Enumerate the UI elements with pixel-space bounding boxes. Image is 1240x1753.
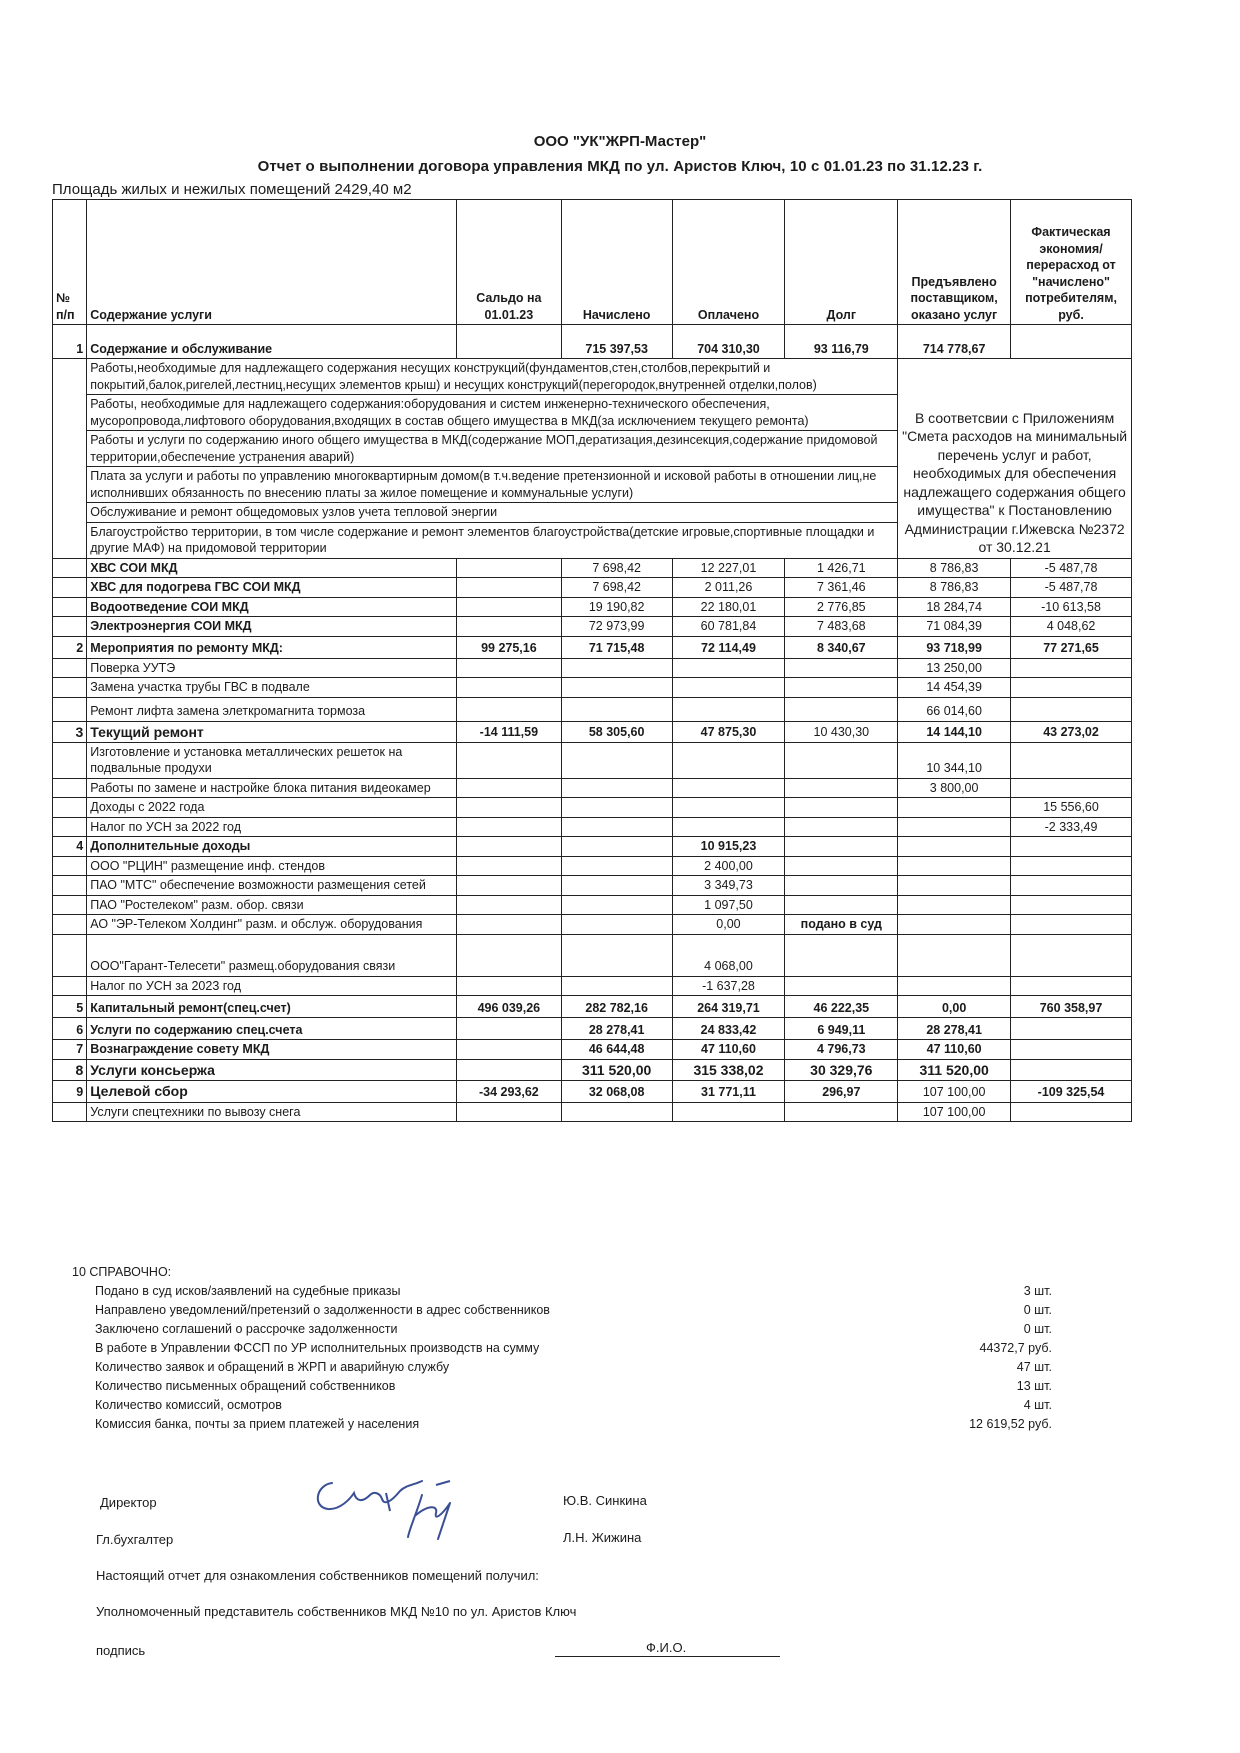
row-charged: 715 397,53 — [561, 325, 672, 359]
col-presented: Предъявлено поставщиком, оказано услуг — [898, 200, 1011, 325]
reference-value: 47 шт. — [1016, 1360, 1052, 1374]
row-presented: 714 778,67 — [898, 325, 1011, 359]
row-num: 5 — [53, 996, 87, 1018]
handwritten-signature — [310, 1465, 480, 1545]
item-name: ООО"Гарант-Телесети" размещ.оборудования связи — [87, 934, 457, 976]
item-name: Работы по замене и настройке блока питания видеокамер — [87, 778, 457, 798]
item-name: АО "ЭР-Телеком Холдинг" разм. и обслуж. оборудования — [87, 915, 457, 935]
row-charged: 282 782,16 — [561, 996, 672, 1018]
row-debt: 93 116,79 — [785, 325, 898, 359]
item-name: Налог по УСН за 2023 год — [87, 976, 457, 996]
utility-paid: 22 180,01 — [672, 597, 785, 617]
item-paid: 1 097,50 — [672, 895, 785, 915]
row-num: 3 — [53, 721, 87, 742]
row-num: 6 — [53, 1018, 87, 1040]
row-name: Содержание и обслуживание — [87, 325, 457, 359]
list-item — [95, 1417, 1052, 1436]
utility-debt: 1 426,71 — [785, 558, 898, 578]
row-charged: 28 278,41 — [561, 1018, 672, 1040]
item-name: Доходы с 2022 года — [87, 798, 457, 818]
item-presented: 107 100,00 — [898, 1102, 1011, 1122]
appendix-note: В соответсвии с Приложениям "Смета расходов на минимальный перечень услуг и работ, необходимых для обеспечения надлежащего содержания общего имущества" к Постановлению Администрации г.Ижевска №2372 от 30.12.21 — [898, 359, 1132, 559]
reference-value: 3 шт. — [1023, 1284, 1052, 1298]
utility-presented: 8 786,83 — [898, 578, 1011, 598]
item-court-status: подано в суд — [785, 915, 898, 935]
row-num: 4 — [53, 837, 87, 857]
reference-value: 12 619,52 руб. — [969, 1417, 1052, 1431]
item-presented: 10 344,10 — [898, 742, 1011, 778]
director-title: Директор — [100, 1495, 157, 1510]
utility-charged: 19 190,82 — [561, 597, 672, 617]
table-row — [53, 636, 1132, 658]
table-row — [53, 1102, 1132, 1122]
table-row — [53, 597, 1132, 617]
row-charged: 71 715,48 — [561, 636, 672, 658]
table-row — [53, 617, 1132, 637]
work-item: Работы, необходимые для надлежащего содержания:оборудования и систем инженерно-технического обеспечения, мусоропровода,лифтового оборудования,входящих в состав общего имущества в МКД(за исключением текущего ремонта) — [87, 395, 898, 431]
row-debt: 8 340,67 — [785, 636, 898, 658]
row-paid: 31 771,11 — [672, 1081, 785, 1102]
item-paid: 3 349,73 — [672, 876, 785, 896]
work-item: Работы и услуги по содержанию иного общего имущества в МКД(содержание МОП,дератизация,дезинсекция,содержание придомовой территории,обеспечение устранения аварий) — [87, 431, 898, 467]
list-item — [95, 1398, 1052, 1417]
row-num: 7 — [53, 1040, 87, 1060]
representative-text: Уполномоченный представитель собственников МКД №10 по ул. Аристов Ключ — [96, 1604, 577, 1619]
reference-label: Количество письменных обращений собственников — [95, 1379, 396, 1393]
reference-value: 0 шт. — [1023, 1322, 1052, 1336]
utility-name: Водоотведение СОИ МКД — [87, 597, 457, 617]
org-name: ООО "УК"ЖРП-Мастер" — [533, 133, 707, 150]
row-paid: 10 915,23 — [672, 837, 785, 857]
col-saldo: Сальдо на 01.01.23 — [456, 200, 561, 325]
col-num: № п/п — [53, 200, 87, 325]
accountant-title: Гл.бухгалтер — [96, 1532, 174, 1547]
item-paid: 0,00 — [672, 915, 785, 935]
table-row — [53, 678, 1132, 698]
list-item — [95, 1360, 1052, 1379]
row-presented: 14 144,10 — [898, 721, 1011, 742]
table-row — [53, 837, 1132, 857]
row-debt: 10 430,30 — [785, 721, 898, 742]
utility-economy: -5 487,78 — [1011, 578, 1132, 598]
list-item — [95, 1341, 1052, 1360]
table-row — [53, 558, 1132, 578]
col-charged: Начислено — [561, 200, 672, 325]
row-paid: 24 833,42 — [672, 1018, 785, 1040]
row-saldo: 99 275,16 — [456, 636, 561, 658]
reference-value: 0 шт. — [1023, 1303, 1052, 1317]
row-presented: 47 110,60 — [898, 1040, 1011, 1060]
row-name: Целевой сбор — [87, 1081, 457, 1102]
utility-charged: 7 698,42 — [561, 558, 672, 578]
reference-label: Количество заявок и обращений в ЖРП и аварийную службу — [95, 1360, 450, 1374]
item-presented: 14 454,39 — [898, 678, 1011, 698]
row-name: Услуги по содержанию спец.счета — [87, 1018, 457, 1040]
item-presented: 13 250,00 — [898, 658, 1011, 678]
col-paid: Оплачено — [672, 200, 785, 325]
utility-economy: 4 048,62 — [1011, 617, 1132, 637]
fio-line — [555, 1656, 780, 1657]
row-economy: 760 358,97 — [1011, 996, 1132, 1018]
row-name: Услуги консьержа — [87, 1059, 457, 1080]
item-name: ПАО "МТС" обеспечение возможности размещения сетей — [87, 876, 457, 896]
item-economy: 15 556,60 — [1011, 798, 1132, 818]
reference-label: Заключено соглашений о рассрочке задолженности — [95, 1322, 398, 1336]
row-name: Капитальный ремонт(спец.счет) — [87, 996, 457, 1018]
row-charged: 311 520,00 — [561, 1059, 672, 1080]
row-name: Дополнительные доходы — [87, 837, 457, 857]
work-item: Благоустройство территории, в том числе содержание и ремонт элементов благоустройства(детские игровые,спортивные площадки и другие МАФ) на придомовой территории — [87, 522, 898, 558]
row-num: 1 — [53, 325, 87, 359]
item-name: ООО "РЦИН" размещение инф. стендов — [87, 856, 457, 876]
reference-label: Комиссия банка, почты за прием платежей у населения — [95, 1417, 420, 1431]
received-text: Настоящий отчет для ознакомления собственников помещений получил: — [96, 1568, 539, 1583]
row-presented: 311 520,00 — [898, 1059, 1011, 1080]
utility-paid: 12 227,01 — [672, 558, 785, 578]
work-item: Плата за услуги и работы по управлению многоквартирным домом(в т.ч.ведение претензионной и исковой работы в отношении лиц,не исполнивших обязанность по внесению платы за жилое помещение и коммунальные услуги) — [87, 467, 898, 503]
table-row — [53, 697, 1132, 721]
director-name: Ю.В. Синкина — [563, 1493, 647, 1508]
utility-presented: 8 786,83 — [898, 558, 1011, 578]
report-table — [52, 199, 1132, 1122]
utility-name: ХВС СОИ МКД — [87, 558, 457, 578]
utility-paid: 2 011,26 — [672, 578, 785, 598]
reference-label: Подано в суд исков/заявлений на судебные приказы — [95, 1284, 401, 1298]
item-paid: 2 400,00 — [672, 856, 785, 876]
reference-label: В работе в Управлении ФССП по УР исполнительных производств на сумму — [95, 1341, 540, 1355]
col-economy: Фактическая экономия/перерасход от "начислено" потребителям, руб. — [1011, 200, 1132, 325]
row-presented: 28 278,41 — [898, 1018, 1011, 1040]
row-paid: 315 338,02 — [672, 1059, 785, 1080]
item-name: Поверка УУТЭ — [87, 658, 457, 678]
row-debt: 6 949,11 — [785, 1018, 898, 1040]
row-saldo: -14 111,59 — [456, 721, 561, 742]
accountant-name: Л.Н. Жижина — [563, 1530, 642, 1545]
col-service: Содержание услуги — [87, 200, 457, 325]
table-row — [53, 325, 1132, 359]
row-economy: 77 271,65 — [1011, 636, 1132, 658]
row-saldo: 496 039,26 — [456, 996, 561, 1018]
table-row — [53, 778, 1132, 798]
utility-debt: 2 776,85 — [785, 597, 898, 617]
row-num: 8 — [53, 1059, 87, 1080]
table-row — [53, 359, 1132, 395]
item-paid: -1 637,28 — [672, 976, 785, 996]
report-title: Отчет о выполнении договора управления МКД по ул. Аристов Ключ, 10 с 01.01.23 по 31.12.23 г. — [257, 158, 983, 175]
table-header-row — [53, 200, 1132, 325]
utility-charged: 72 973,99 — [561, 617, 672, 637]
table-row — [53, 658, 1132, 678]
area-caption: Площадь жилых и нежилых помещений 2429,40 м2 — [52, 181, 412, 198]
table-row — [53, 1081, 1132, 1102]
row-paid: 47 875,30 — [672, 721, 785, 742]
row-name: Вознаграждение совету МКД — [87, 1040, 457, 1060]
item-paid: 4 068,00 — [672, 934, 785, 976]
list-item — [95, 1303, 1052, 1322]
list-item — [95, 1284, 1052, 1303]
item-name: Изготовление и установка металлических решеток на подвальные продухи — [87, 742, 457, 778]
reference-label: Направлено уведомлений/претензий о задолженности в адрес собственников — [95, 1303, 550, 1317]
utility-paid: 60 781,84 — [672, 617, 785, 637]
row-economy: -109 325,54 — [1011, 1081, 1132, 1102]
table-row — [53, 798, 1132, 818]
utility-economy: -5 487,78 — [1011, 558, 1132, 578]
row-saldo: -34 293,62 — [456, 1081, 561, 1102]
row-debt: 30 329,76 — [785, 1059, 898, 1080]
reference-heading: 10 СПРАВОЧНО: — [72, 1265, 172, 1279]
table-row — [53, 876, 1132, 896]
row-charged: 46 644,48 — [561, 1040, 672, 1060]
row-economy: 43 273,02 — [1011, 721, 1132, 742]
fio-label: Ф.И.О. — [646, 1640, 687, 1655]
table-row — [53, 578, 1132, 598]
table-row — [53, 1018, 1132, 1040]
row-presented: 0,00 — [898, 996, 1011, 1018]
item-economy: -2 333,49 — [1011, 817, 1132, 837]
table-row — [53, 1059, 1132, 1080]
work-item: Обслуживание и ремонт общедомовых узлов учета тепловой энергии — [87, 503, 898, 523]
utility-presented: 71 084,39 — [898, 617, 1011, 637]
row-name: Текущий ремонт — [87, 721, 457, 742]
table-row — [53, 742, 1132, 778]
row-debt: 46 222,35 — [785, 996, 898, 1018]
row-paid: 704 310,30 — [672, 325, 785, 359]
table-row — [53, 817, 1132, 837]
work-item: Работы,необходимые для надлежащего содержания несущих конструкций(фундаментов,стен,столбов,перекрытий и покрытий,балок,ригелей,лестниц,несущих элементов крыш) и несущих конструкций(перегородок,внутренней отделки,полов) — [87, 359, 898, 395]
utility-name: ХВС для подогрева ГВС СОИ МКД — [87, 578, 457, 598]
table-row — [53, 915, 1132, 935]
col-debt: Долг — [785, 200, 898, 325]
row-charged: 58 305,60 — [561, 721, 672, 742]
row-presented: 107 100,00 — [898, 1081, 1011, 1102]
row-paid: 72 114,49 — [672, 636, 785, 658]
list-item — [95, 1379, 1052, 1398]
item-name: Налог по УСН за 2022 год — [87, 817, 457, 837]
sign-label: подпись — [96, 1643, 146, 1658]
table-row — [53, 996, 1132, 1018]
utility-charged: 7 698,42 — [561, 578, 672, 598]
row-num: 9 — [53, 1081, 87, 1102]
utility-debt: 7 483,68 — [785, 617, 898, 637]
row-num: 2 — [53, 636, 87, 658]
row-charged: 32 068,08 — [561, 1081, 672, 1102]
table-row — [53, 856, 1132, 876]
utility-economy: -10 613,58 — [1011, 597, 1132, 617]
reference-value: 13 шт. — [1016, 1379, 1052, 1393]
table-row — [53, 721, 1132, 742]
table-row — [53, 934, 1132, 976]
row-debt: 4 796,73 — [785, 1040, 898, 1060]
row-presented: 93 718,99 — [898, 636, 1011, 658]
table-row — [53, 976, 1132, 996]
table-row — [53, 895, 1132, 915]
utility-debt: 7 361,46 — [785, 578, 898, 598]
reference-label: Количество комиссий, осмотров — [95, 1398, 282, 1412]
utility-name: Электроэнергия СОИ МКД — [87, 617, 457, 637]
utility-presented: 18 284,74 — [898, 597, 1011, 617]
row-paid: 47 110,60 — [672, 1040, 785, 1060]
item-name: Ремонт лифта замена элеткромагнита тормоза — [87, 697, 457, 721]
item-name: ПАО "Ростелеком" разм. обор. связи — [87, 895, 457, 915]
item-name: Услуги спецтехники по вывозу снега — [87, 1102, 457, 1122]
item-presented: 3 800,00 — [898, 778, 1011, 798]
row-paid: 264 319,71 — [672, 996, 785, 1018]
row-name: Мероприятия по ремонту МКД: — [87, 636, 457, 658]
table-row — [53, 1040, 1132, 1060]
item-presented: 66 014,60 — [898, 697, 1011, 721]
reference-value: 4 шт. — [1023, 1398, 1052, 1412]
list-item — [95, 1322, 1052, 1341]
reference-value: 44372,7 руб. — [979, 1341, 1052, 1355]
row-debt: 296,97 — [785, 1081, 898, 1102]
item-name: Замена участка трубы ГВС в подвале — [87, 678, 457, 698]
